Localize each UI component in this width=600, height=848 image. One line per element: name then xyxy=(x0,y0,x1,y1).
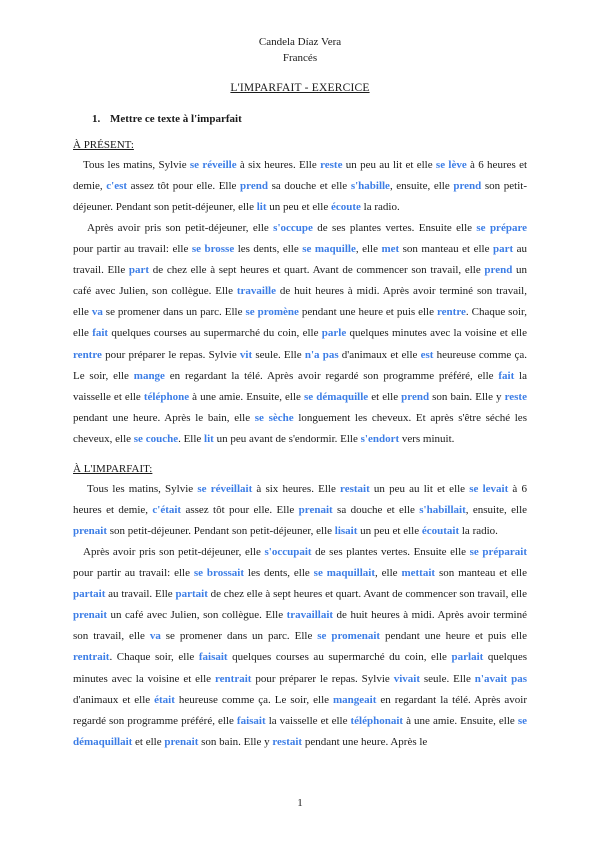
instruction-text: Mettre ce texte à l'imparfait xyxy=(110,113,242,125)
highlighted-verb: mettait xyxy=(401,567,436,580)
highlighted-verb: lisait xyxy=(334,525,358,538)
header-subject: Francés xyxy=(282,52,318,64)
highlighted-verb: se brosse xyxy=(191,243,235,256)
highlighted-verb: lit xyxy=(256,201,267,214)
highlighted-verb: prend xyxy=(453,180,482,193)
highlighted-verb: s'occupe xyxy=(273,222,313,234)
highlighted-verb: se préparait xyxy=(469,546,528,558)
highlighted-verb: part xyxy=(128,264,150,277)
highlighted-verb: se démaquillait xyxy=(73,714,527,748)
highlighted-verb: rentre xyxy=(436,306,466,319)
highlighted-verb: faisait xyxy=(236,714,266,727)
highlighted-verb: s'habillait xyxy=(419,504,466,517)
highlighted-verb: prend xyxy=(401,390,430,403)
highlighted-verb: partait xyxy=(73,588,106,601)
highlighted-verb: rentrait xyxy=(73,651,110,664)
highlighted-verb: prenait xyxy=(73,525,108,538)
highlighted-verb: prend xyxy=(240,180,268,193)
imparfait-section-heading: À L'IMPARFAIT: xyxy=(73,463,153,475)
highlighted-verb: n'avait pas xyxy=(474,672,527,685)
imparfait-paragraph-2: Après avoir pris son petit-déjeuner, elle s'occupait de ses plantes vertes. Ensuite elle se préparait pour partir au travail: elle se brossait les dents, elle se maquillait, elle mettait son manteau et elle partait au travail. Elle partait de chez elle à sept heures et quart. Avant de commencer son travail, elle prenait un café avec Julien, son collègue. Elle travaillait de huit heures à midi. Après avoir terminé son travail, elle va se promener dans un parc. Elle se promenait pendant une heure et puis elle rentrait. Chaque soir, elle faisait quelques courses au supermarché du coin, elle parlait quelques minutes avec la voisine et elle rentrait pour préparer le repas. Sylvie vivait seule. Elle n'avait pas d'animaux et elle était heureuse comme ça. Le soir, elle mangeait en regardant la télé. Après avoir regardé son programme préféré, elle faisait la vaisselle et elle téléphonait à une amie. Ensuite, elle se démaquillait et elle prenait son bain. Elle y restait pendant une heure. Après le xyxy=(73,546,528,748)
highlighted-verb: se couche xyxy=(133,432,179,445)
highlighted-verb: partait xyxy=(175,588,208,601)
highlighted-verb: se réveillait xyxy=(197,483,253,495)
highlighted-verb: prenait xyxy=(73,609,108,622)
highlighted-verb: téléphone xyxy=(143,390,190,403)
highlighted-verb: téléphonait xyxy=(350,714,404,727)
highlighted-verb: prend xyxy=(484,264,513,277)
highlighted-verb: écoute xyxy=(330,201,361,214)
page-number: 1 xyxy=(297,797,303,809)
highlighted-verb: faisait xyxy=(198,651,228,664)
highlighted-verb: vivait xyxy=(393,672,420,685)
highlighted-verb: n'a pas xyxy=(304,348,339,361)
present-section-heading: À PRÉSENT: xyxy=(73,139,134,151)
highlighted-verb: était xyxy=(154,693,175,706)
present-paragraph-1: Tous les matins, Sylvie se réveille à six heures. Elle reste un peu au lit et elle se lève à 6 heures et demie, c'est assez tôt pour elle. Elle prend sa douche et elle s'habille, ensuite, elle prend son petit-déjeuner. Pendant son petit-déjeuner, elle lit un peu et elle écoute la radio. xyxy=(73,159,528,214)
highlighted-verb: prenait xyxy=(164,735,199,748)
highlighted-verb: met xyxy=(381,243,400,256)
imparfait-paragraph-1: Tous les matins, Sylvie se réveillait à six heures. Elle restait un peu au lit et elle se levait à 6 heures et demie, c'était assez tôt pour elle. Elle prenait sa douche et elle s'habillait, ensuite, elle prenait son petit-déjeuner. Pendant son petit-déjeuner, elle lisait un peu et elle écoutait la radio. xyxy=(73,483,528,538)
highlighted-verb: c'est xyxy=(106,180,128,193)
highlighted-verb: mange xyxy=(133,369,165,382)
highlighted-verb: c'était xyxy=(152,504,182,517)
document-title: L'IMPARFAIT - EXERCICE xyxy=(230,82,370,94)
highlighted-verb: se maquillait xyxy=(313,567,376,580)
highlighted-verb: se promenait xyxy=(317,630,381,643)
highlighted-verb: se réveille xyxy=(189,159,237,171)
highlighted-verb: se sèche xyxy=(254,411,294,424)
highlighted-verb: se maquille xyxy=(302,243,356,256)
highlighted-verb: écoutait xyxy=(421,525,460,538)
highlighted-verb: travaillait xyxy=(286,609,334,622)
highlighted-verb: part xyxy=(492,243,514,256)
highlighted-verb: s'occupait xyxy=(264,546,312,558)
highlighted-verb: vit xyxy=(239,348,253,361)
highlighted-verb: se levait xyxy=(469,483,509,495)
highlighted-verb: rentre xyxy=(73,348,102,361)
highlighted-verb: reste xyxy=(320,159,343,171)
highlighted-verb: se promène xyxy=(245,306,299,319)
highlighted-verb: restait xyxy=(340,483,370,495)
highlighted-verb: s'endort xyxy=(360,432,400,445)
highlighted-verb: est xyxy=(420,348,434,361)
highlighted-verb: s'habille xyxy=(350,180,390,193)
highlighted-verb: parlait xyxy=(451,651,484,664)
highlighted-verb: parle xyxy=(321,327,347,340)
highlighted-verb: va xyxy=(149,630,161,643)
highlighted-verb: lit xyxy=(204,432,214,445)
highlighted-verb: reste xyxy=(504,390,527,403)
highlighted-verb: va xyxy=(91,306,103,319)
highlighted-verb: se lève xyxy=(435,159,467,171)
instruction-number: 1. xyxy=(92,113,101,125)
highlighted-verb: fait xyxy=(92,327,109,340)
highlighted-verb: mangeait xyxy=(332,693,377,706)
highlighted-verb: se prépare xyxy=(476,222,528,234)
highlighted-verb: se brossait xyxy=(193,567,245,580)
highlighted-verb: restait xyxy=(272,735,303,748)
present-paragraph-2: Après avoir pris son petit-déjeuner, elle s'occupe de ses plantes vertes. Ensuite elle se prépare pour partir au travail: elle se brosse les dents, elle se maquille, elle met son manteau et elle part au travail. Elle part de chez elle à sept heures et quart. Avant de commencer son travail, elle prend un café avec Julien, son collègue. Elle travaille de huit heures à midi. Après avoir terminé son travail, elle va se promener dans un parc. Elle se promène pendant une heure et puis elle rentre. Chaque soir, elle fait quelques courses au supermarché du coin, elle parle quelques minutes avec la voisine et elle rentre pour préparer le repas. Sylvie vit seule. Elle n'a pas d'animaux et elle est heureuse comme ça. Le soir, elle mange en regardant la télé. Après avoir regardé son programme préféré, elle fait la vaisselle et elle téléphone à une amie. Ensuite, elle se démaquille et elle prend son bain. Elle y reste pendant une heure. Après le bain, elle se sèche longuement les cheveux. Et après s'être séché les cheveux, elle se couche. Elle lit un peu avant de s'endormir. Elle s'endort vers minuit. xyxy=(73,222,528,445)
highlighted-verb: travaille xyxy=(236,285,276,298)
highlighted-verb: prenait xyxy=(298,504,333,517)
exercise-instruction xyxy=(92,113,242,125)
highlighted-verb: se démaquille xyxy=(303,390,369,403)
highlighted-verb: fait xyxy=(498,369,515,382)
header-author: Candela Díaz Vera xyxy=(258,36,342,48)
highlighted-verb: rentrait xyxy=(214,672,252,685)
